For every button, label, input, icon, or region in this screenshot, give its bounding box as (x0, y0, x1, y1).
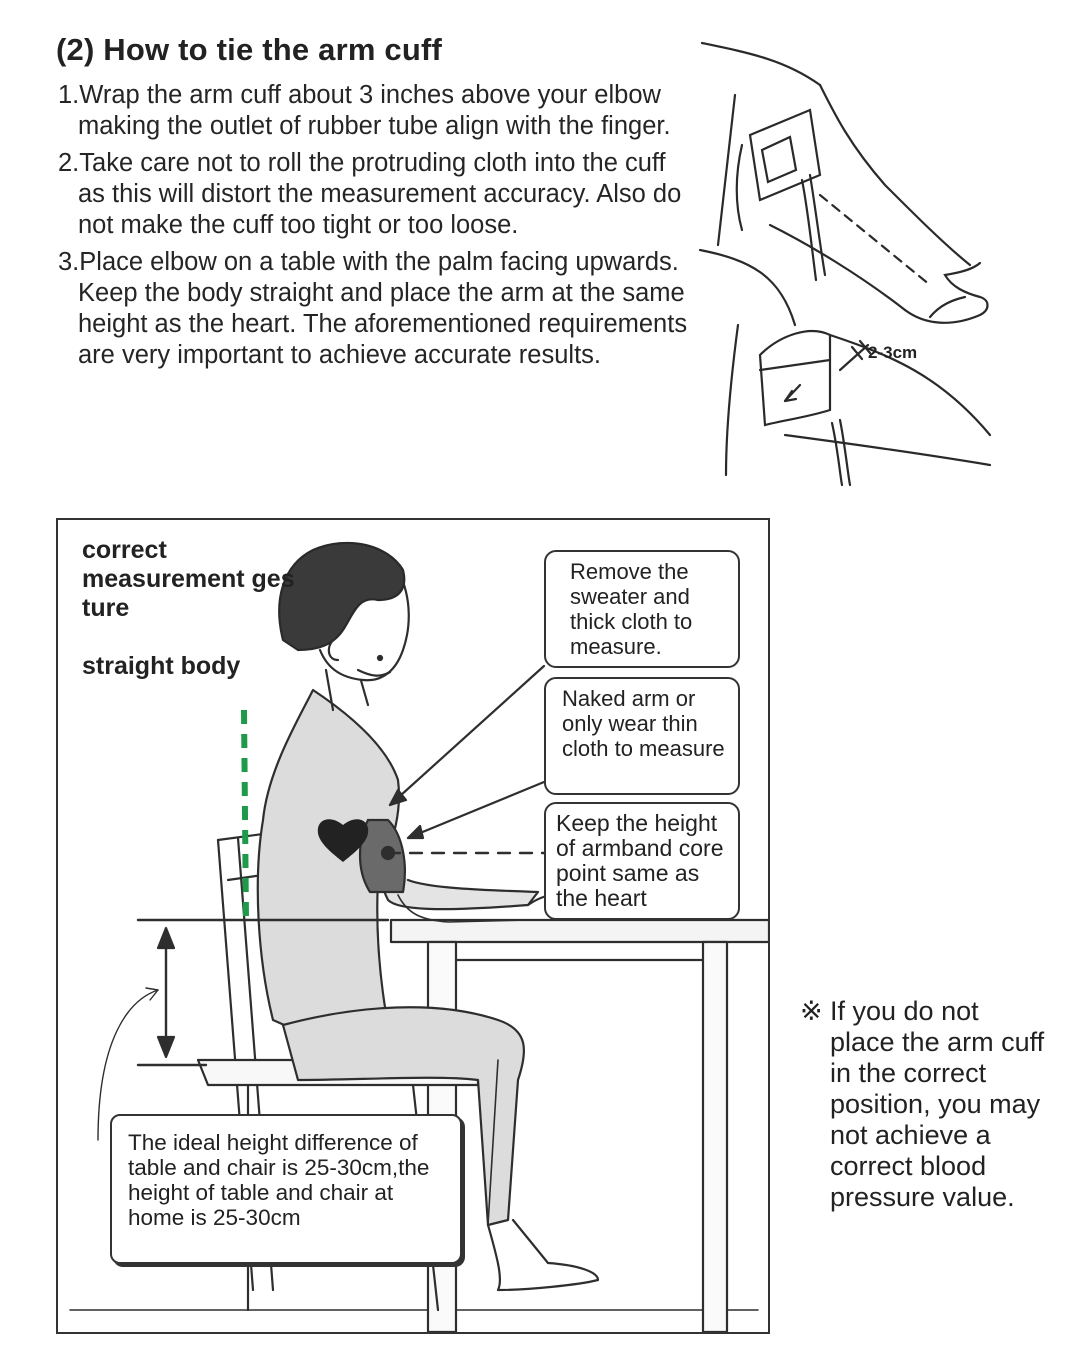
instruction-step-3: 3.Place elbow on a table with the palm facing upwards. Keep the body straight and place the arm at the same height as the heart. The aforementioned requirements are very important to achieve accurate results. (58, 248, 688, 369)
page-title: (2) How to tie the arm cuff (56, 32, 443, 67)
straight-body-label: straight body (82, 652, 241, 680)
instruction-step-1: 1.Wrap the arm cuff about 3 inches above your elbow making the outlet of rubber tube align with the finger. (58, 81, 671, 140)
arm-cuff-illustration (690, 25, 1010, 505)
callout-table-chair-height: The ideal height difference of table and chair is 25-30cm,the height of table and chair at home is 25-30cm (110, 1114, 462, 1264)
instruction-step-2: 2.Take care not to roll the protruding cloth into the cuff as this will distort the measurement accuracy. Also do not make the cuff too tight or too loose. (58, 149, 682, 239)
callout-armband-height: Keep the height of armband core point same as the heart (544, 802, 740, 920)
callout-naked-arm: Naked arm or only wear thin cloth to measure (544, 677, 740, 795)
correct-gesture-label: correct measurement ges ture (82, 536, 295, 622)
note-text: If you do not place the arm cuff in the correct position, you may not achieve a correct blood pressure value. (830, 996, 1045, 1212)
callout-remove-sweater: Remove the sweater and thick cloth to measure. (544, 550, 740, 668)
arm-with-cuff-icon (690, 25, 1010, 505)
note-mark: ※ (800, 996, 823, 1026)
dashed-vertical-line (244, 710, 246, 920)
side-note (800, 996, 1050, 1213)
posture-diagram (56, 518, 770, 1334)
cuff-distance-label: 2-3cm (868, 343, 918, 362)
instruction-list (58, 80, 698, 377)
